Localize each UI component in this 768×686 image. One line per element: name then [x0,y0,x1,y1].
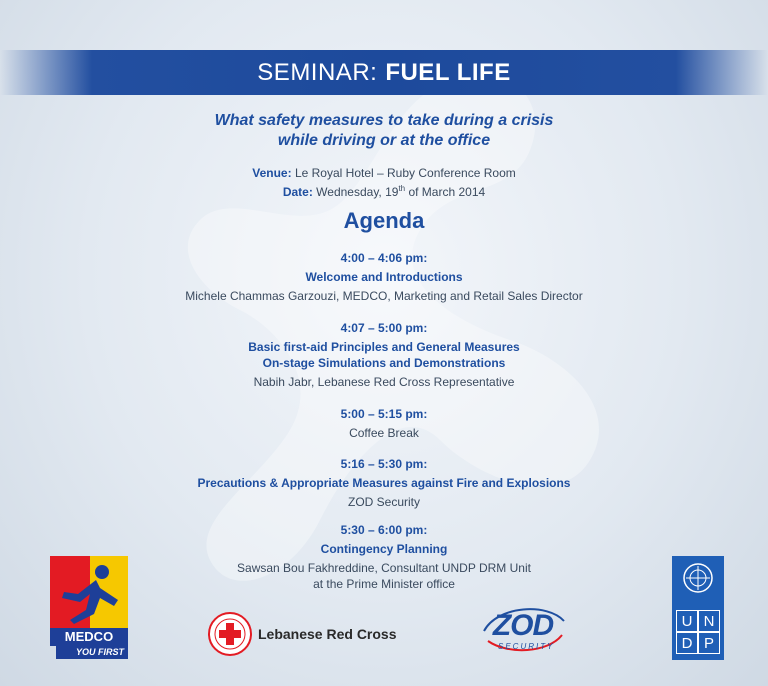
agenda-item [0,456,768,510]
agenda-speaker: Coffee Break [349,426,419,440]
zod-sub: SECURITY [498,642,555,651]
agenda-speaker: Sawsan Bou Fakhreddine, Consultant UNDP DRM Unit [237,561,531,575]
seminar-banner [0,50,768,95]
undp-letter: U [676,610,698,632]
venue-label: Venue: [252,166,292,180]
agenda-topic: Precautions & Appropriate Measures against Fire and Explosions [197,476,571,490]
agenda-topic: Contingency Planning [320,542,448,556]
agenda-item [0,250,768,304]
subtitle-line-1: What safety measures to take during a crisis [214,112,554,129]
agenda-time: 4:07 – 5:00 pm: [340,321,428,335]
medco-wordmark: MEDCO [50,628,128,646]
agenda-time: 5:30 – 6:00 pm: [340,523,428,537]
medco-tagline: YOU FIRST [56,646,128,659]
agenda-topic-2: On-stage Simulations and Demonstrations [262,356,506,370]
banner-title: FUEL LIFE [385,58,511,86]
undp-letter: D [676,632,698,654]
date-sup: th [398,184,406,193]
agenda-item [0,406,768,441]
venue-line [0,166,768,180]
venue-value: Le Royal Hotel – Ruby Conference Room [294,166,516,180]
agenda-title: Agenda [343,208,425,233]
agenda-speaker-2: at the Prime Minister office [313,577,455,591]
banner-prefix: SEMINAR: [257,58,378,86]
lebanese-red-cross-logo [208,612,397,656]
agenda-time: 5:00 – 5:15 pm: [340,407,428,421]
agenda-time: 5:16 – 5:30 pm: [340,457,428,471]
subtitle-line-2: while driving or at the office [277,132,491,149]
undp-letter: N [698,610,720,632]
undp-letter: P [698,632,720,654]
medco-logo [50,556,128,660]
un-emblem-icon [682,562,714,594]
agenda-speaker: ZOD Security [347,495,420,509]
date-label: Date: [282,185,313,199]
agenda-item [0,320,768,390]
zod-security-logo [478,605,568,655]
agenda-speaker: Michele Chammas Garzouzi, MEDCO, Marketing and Retail Sales Director [185,289,583,303]
date-value-pre: Wednesday, 19 [316,185,399,199]
lrc-name: Lebanese Red Cross [258,626,397,642]
agenda-topic: Basic first-aid Principles and General Measures [248,340,520,354]
date-line [0,184,768,199]
zod-wordmark: ZOD [492,609,554,642]
runner-icon [56,562,122,624]
agenda-topic: Welcome and Introductions [305,270,463,284]
date-value-post: of March 2014 [408,185,486,199]
agenda-speaker: Nabih Jabr, Lebanese Red Cross Representative [253,375,515,389]
undp-logo [672,556,724,660]
red-cross-emblem-icon [208,612,252,656]
agenda-time: 4:00 – 4:06 pm: [340,251,428,265]
